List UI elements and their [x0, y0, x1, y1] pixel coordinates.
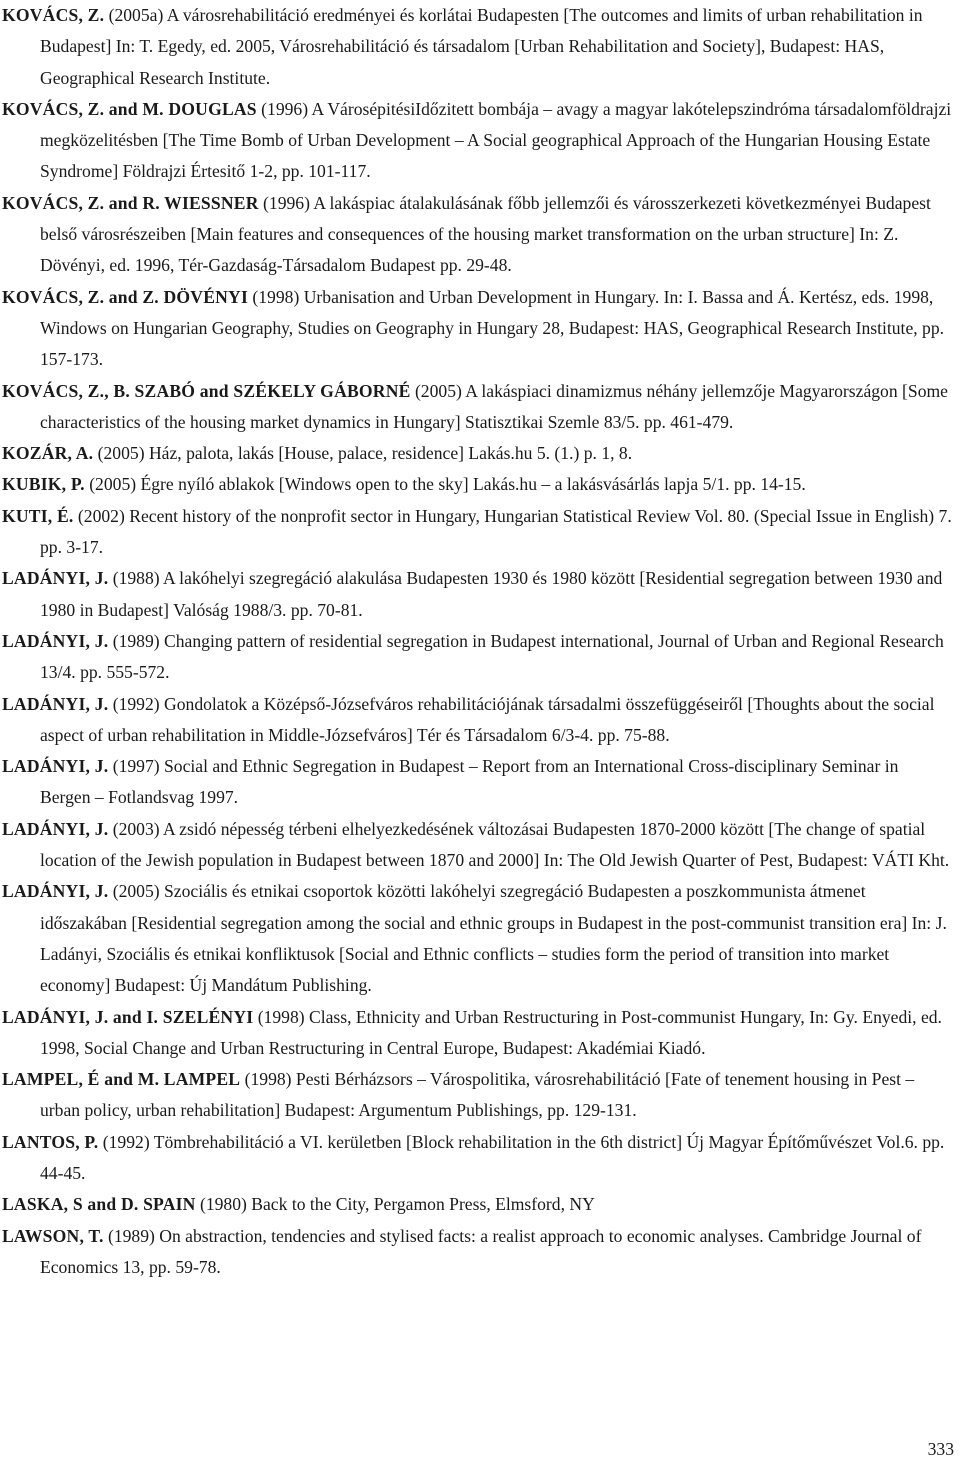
reference-entry [2, 282, 952, 376]
reference-author: KOVÁCS, Z., B. SZABÓ and SZÉKELY GÁBORNÉ [2, 380, 411, 401]
reference-text: (1980) Back to the City, Pergamon Press, Elmsford, NY [195, 1194, 595, 1215]
reference-text: (1996) A lakáspiac átalakulásának főbb jellemzői és városszerkezeti következményei Budapest belső városrészeiben [Main features and consequences of the housing market transformation on the urban structure] In: Z. Dövényi, ed. 1996, Tér-Gazdaság-Társadalom Budapest pp. 29-48. [40, 192, 931, 276]
reference-entry [2, 1002, 952, 1065]
reference-entry [2, 501, 952, 564]
reference-entry [2, 1127, 952, 1190]
reference-entry [2, 188, 952, 282]
reference-author: LADÁNYI, J. [2, 568, 109, 589]
reference-entry [2, 376, 952, 439]
reference-entry [2, 626, 952, 689]
reference-entry [2, 814, 952, 877]
reference-author: KUBIK, P. [2, 474, 85, 495]
reference-author: KOVÁCS, Z. and M. DOUGLAS [2, 98, 257, 119]
reference-text: (1989) On abstraction, tendencies and stylised facts: a realist approach to economic analyses. Cambridge Journal of Economics 13, pp. 59-78. [40, 1225, 922, 1277]
reference-text: (2002) Recent history of the nonprofit sector in Hungary, Hungarian Statistical Review Vol. 80. (Special Issue in English) 7. pp. 3-17. [40, 505, 952, 558]
reference-text: (1988) A lakóhelyi szegregáció alakulása Budapesten 1930 és 1980 között [Residential segregation between 1930 and 1980 in Budapest] Valóság 1988/3. pp. 70-81. [40, 568, 943, 620]
reference-entry [2, 689, 952, 752]
reference-entry [2, 751, 952, 814]
reference-text: (1992) Gondolatok a Középső-Józsefváros rehabilitációjának társadalmi összefüggéseiről [Thoughts about the social aspect of urban rehabilitation in Middle-Józsefváros] Tér és Társadalom 6/3-4. pp. 75-88. [40, 693, 935, 745]
reference-entry [2, 1064, 952, 1127]
reference-entry [2, 1189, 952, 1220]
reference-text: (1998) Pesti Bérházsors – Várospolitika, városrehabilitáció [Fate of tenement housing in Pest – urban policy, urban rehabilitation] Budapest: Argumentum Publishings, pp. 129-131. [40, 1069, 915, 1121]
reference-entry [2, 0, 952, 94]
reference-text: (1997) Social and Ethnic Segregation in Budapest – Report from an International Cross-disciplinary Seminar in Bergen – Fotlandsvag 1997. [40, 756, 899, 808]
reference-author: KUTI, É. [2, 505, 74, 526]
reference-author: LADÁNYI, J. [2, 756, 109, 777]
reference-text: (2005a) A városrehabilitáció eredményei és korlátai Budapesten [The outcomes and limits of urban rehabilitation in Budapest] In: T. Egedy, ed. 2005, Városrehabilitáció és társadalom [Urban Rehabilitation and Society], Budapest: HAS, Geographical Research Institute. [40, 5, 923, 88]
reference-entry [2, 469, 952, 500]
reference-text: (2005) Ház, palota, lakás [House, palace, residence] Lakás.hu 5. (1.) p. 1, 8. [93, 443, 633, 464]
reference-text: (2005) A lakáspiaci dinamizmus néhány jellemzője Magyarországon [Some characteristics of the housing market dynamics in Hungary] Statisztikai Szemle 83/5. pp. 461-479. [40, 380, 948, 432]
reference-author: LASKA, S and D. SPAIN [2, 1194, 196, 1215]
reference-author: LADÁNYI, J. [2, 630, 109, 651]
reference-entry [2, 563, 952, 626]
reference-author: LANTOS, P. [2, 1131, 99, 1152]
reference-author: KOVÁCS, Z. and Z. DÖVÉNYI [2, 286, 248, 307]
reference-text: (1998) Urbanisation and Urban Development in Hungary. In: I. Bassa and Á. Kertész, eds. 1998, Windows on Hungarian Geography, Studies on Geography in Hungary 28, Budapest: HAS, Geographical Research Institute, pp. 157-173. [40, 286, 945, 370]
reference-entry [2, 1221, 952, 1284]
reference-text: (1992) Tömbrehabilitáció a VI. kerületben [Block rehabilitation in the 6th district] Új Magyar Építőművészet Vol.6. pp. 44-45. [40, 1131, 945, 1183]
reference-author: LAWSON, T. [2, 1225, 104, 1246]
reference-entry [2, 94, 952, 188]
reference-author: KOVÁCS, Z. and R. WIESSNER [2, 192, 259, 213]
reference-author: LADÁNYI, J. [2, 881, 109, 902]
reference-author: LAMPEL, É and M. LAMPEL [2, 1069, 241, 1090]
reference-author: KOVÁCS, Z. [2, 5, 105, 25]
reference-text: (1998) Class, Ethnicity and Urban Restructuring in Post-communist Hungary, In: Gy. Enyedi, ed. 1998, Social Change and Urban Restructuring in Central Europe, Budapest: Akadémiai Kiadó. [40, 1006, 942, 1058]
reference-author: LADÁNYI, J. and I. SZELÉNYI [2, 1006, 254, 1027]
reference-text: (1989) Changing pattern of residential segregation in Budapest international, Journal of Urban and Regional Research 13/4. pp. 555-572. [40, 630, 944, 683]
reference-entry [2, 438, 952, 469]
reference-text: (2003) A zsidó népesség térbeni elhelyezkedésének változásai Budapesten 1870-2000 között [The change of spatial location of the Jewish population in Budapest between 1870 and 2000] In: The Old Jewish Quarter of Pest, Budapest: VÁTI Kht. [40, 818, 950, 871]
reference-entry [2, 876, 952, 1001]
reference-text: (2005) Égre nyíló ablakok [Windows open to the sky] Lakás.hu – a lakásvásárlás lapja 5/1. pp. 14-15. [84, 474, 806, 495]
page-number: 333 [927, 1439, 954, 1459]
reference-text: (2005) Szociális és etnikai csoportok közötti lakóhelyi szegregáció Budapesten a poszkommunista átmenet időszakában [Residential segregation among the social and ethnic groups in Budapest in the post-communist transition era] In: J. Ladányi, Szociális és etnikai konfliktusok [Social and Ethnic conflicts – studies form the period of transition into market economy] Budapest: Új Mandátum Publishing. [40, 881, 947, 996]
reference-author: KOZÁR, A. [2, 443, 94, 464]
reference-text: (1996) A VárosépitésiIdőzitett bombája – avagy a magyar lakótelepszindróma társadalomföldrajzi megközelitésben [The Time Bomb of Urban Development – A Social geographical Approach of the Hungarian Housing Estate Syndrome] Földrajzi Értesitő 1-2, pp. 101-117. [40, 98, 952, 182]
reference-author: LADÁNYI, J. [2, 818, 109, 839]
reference-author: LADÁNYI, J. [2, 693, 109, 714]
